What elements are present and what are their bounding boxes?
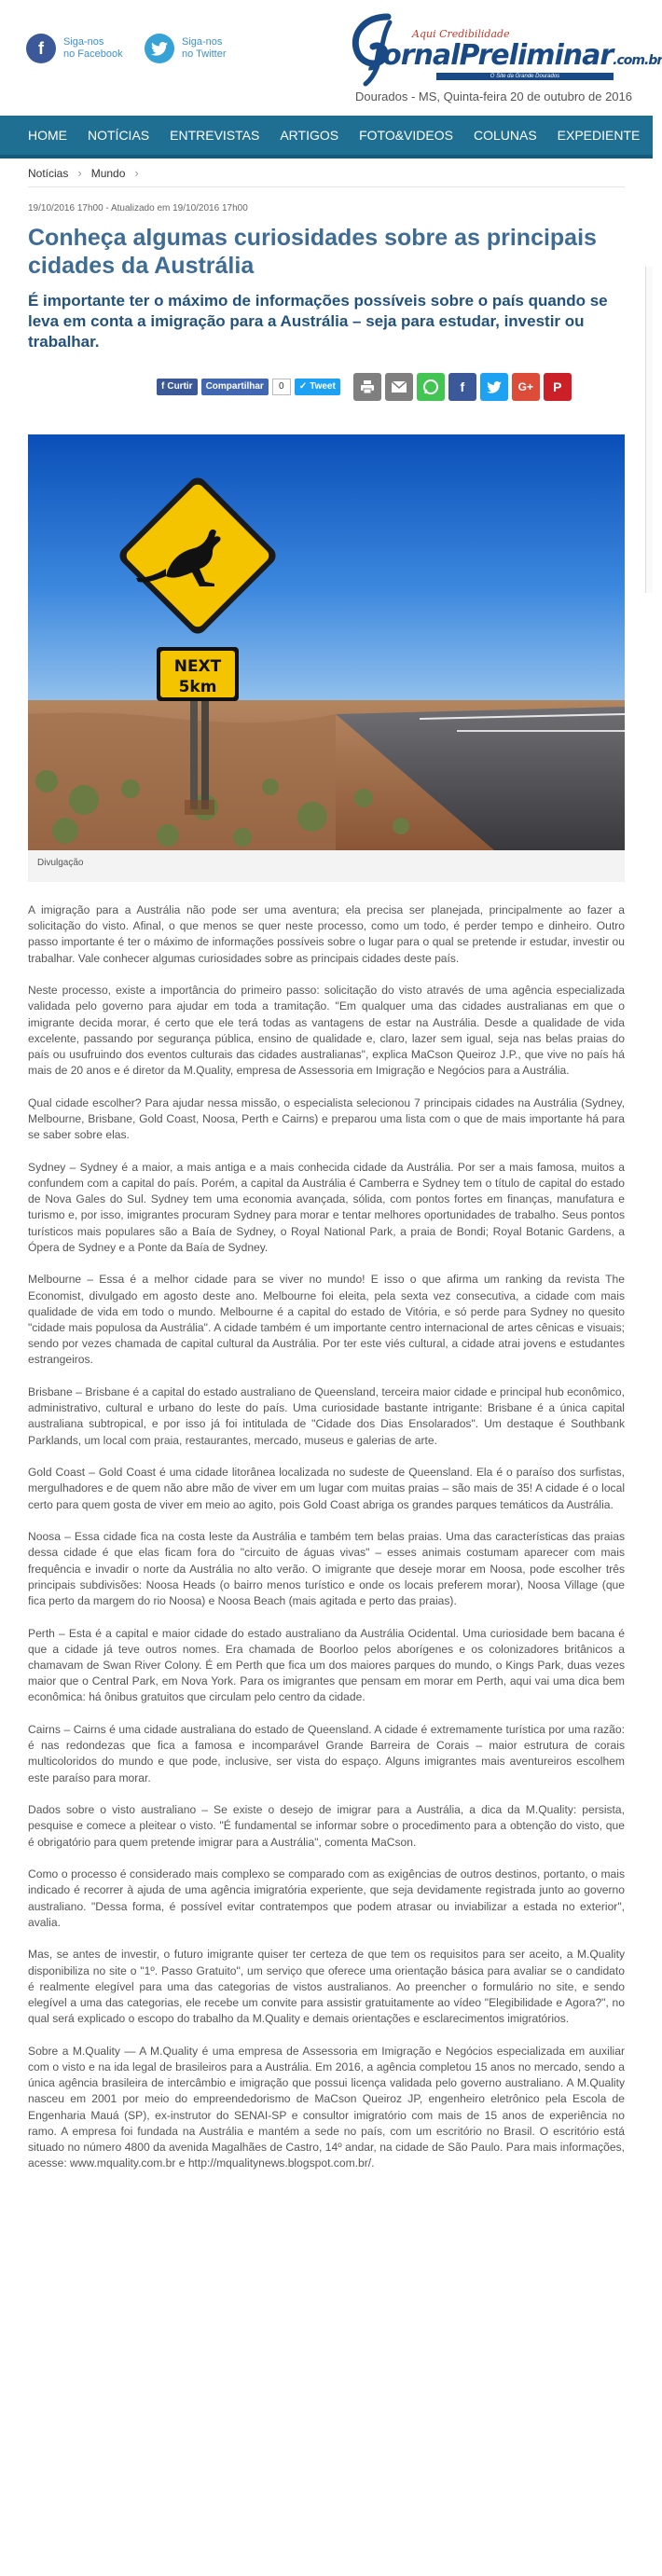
article-paragraph: Sobre a M.Quality — A M.Quality é uma empresa de Assessoria em Imigração e Negócios especializada em auxiliar com o visto e na ida legal de brasileiros para a Austrália. Em 2016, a agência completou 15 anos no mercado, sendo a única agência brasileira de intercâmbio e imigração que possui licença validada pelo governo australiano. A M.Quality nasceu em 2001 por meio do empreendedorismo de MaCson Queiroz JP, engenheiro eletrônico pela Escola de Engenharia Mauá (SP), ex-instrutor do SENAI-SP e consultor imigratório com mais de 15 anos de experiência no ramo. A empresa foi fundada na Austrália e mantém a sede no país, com um escritório no Brasil. O escritório está situado no número 4800 da avenida Magalhães de Castro, 14º andar, na cidade de São Paulo. Para mais informações, acesse: www.mquality.com.br e http://mqualitynews.blogspot.com.br/. bbox=[28, 2044, 625, 2170]
facebook-share-icon[interactable]: f bbox=[448, 373, 476, 401]
facebook-icon: f bbox=[161, 381, 165, 392]
pinterest-icon[interactable]: P bbox=[544, 373, 572, 401]
sign-text-next: NEXT bbox=[173, 657, 222, 676]
article-paragraph: Melbourne – Essa é a melhor cidade para se viver no mundo! E isso o que afirma um ranking da revista The Economist, divulgado em agosto deste ano. Melbourne foi eleita, pela sexta vez consecutiva, a cidade com mais qualidade de vida em todo o mundo. Melbourne é a capital do estado de Vitória, e só perde para Sydney no quesito "cidade mais populosa da Austrália". A cidade também é um importante centro internacional de artes cênicas e visuais; sendo por vezes chamada de capital cultural da Austrália. Por ter este viés cultural, a cidade atrai jovens e estudantes estrangeiros. bbox=[28, 1273, 625, 1367]
article-title: Conheça algumas curiosidades sobre as principais cidades da Austrália bbox=[28, 225, 597, 279]
nav-item-expediente[interactable]: EXPEDIENTE bbox=[557, 128, 641, 143]
photo-caption: Divulgação bbox=[37, 858, 84, 868]
site-header bbox=[0, 0, 662, 114]
breadcrumb bbox=[28, 166, 139, 180]
breadcrumb-noticias[interactable]: Notícias bbox=[28, 166, 69, 180]
article-body bbox=[28, 902, 625, 2188]
article-paragraph: Brisbane – Brisbane é a capital do estado australiano de Queensland, terceira maior cidade e principal hub econômico, administrativo, cultural e urbano do leste do país. Uma curiosidade bastante intrigante: Brisbane é a única capital australiana subtropical, e por isso já foi intitulada de "Cidade dos Dias Ensolarados". Um destaque é Southbank Parklands, um local com praia, restaurantes, mercado, museus e galerias de arte. bbox=[28, 1385, 625, 1447]
twitter-share-icon[interactable] bbox=[480, 373, 508, 401]
email-icon[interactable] bbox=[385, 373, 413, 401]
sign-text-distance: 5km bbox=[178, 678, 217, 696]
print-icon[interactable] bbox=[353, 373, 381, 401]
breadcrumb-divider bbox=[28, 186, 625, 187]
follow-facebook-label: Siga-nos no Facebook bbox=[63, 36, 123, 60]
nav-item-colunas[interactable]: COLUNAS bbox=[473, 128, 537, 143]
article-paragraph: Noosa – Essa cidade fica na costa leste da Austrália e também tem belas praias. Uma das características das praias dessa cidade é que elas ficam fora do "circuito de águas vivas" – esses animais costumam aparecer com mais frequência e invadir o norte da Austrália no alto verão. O imigrante que deseje morar em Noosa, pode escolher três principais subdivisões: Noosa Heads (o bairro menos turístico e onde os locais preferem morar), Noosa Village (que fica perto da margem do rio Noosa) e Noosa Beach (mais agitada e perto das praias). bbox=[28, 1530, 625, 1608]
nav-item-noticias[interactable]: NOTÍCIAS bbox=[88, 128, 150, 143]
follow-twitter-label: Siga-nos no Twitter bbox=[182, 36, 227, 60]
sidebar-edge bbox=[645, 267, 653, 593]
article-paragraph: Gold Coast – Gold Coast é uma cidade litorânea localizada no sudeste de Queensland. Ela é o paraíso dos surfistas, mergulhadores e de quem não abre mão de viver em um lugar com muitas praias – são mais de 35! A cidade é o local certo para quem gosta de viver em meio ao agito, pois Gold Coast abriga os grandes parques temáticos da Austrália. bbox=[28, 1466, 625, 1511]
nav-item-artigos[interactable]: ARTIGOS bbox=[280, 128, 339, 143]
whatsapp-icon[interactable] bbox=[417, 373, 445, 401]
article-paragraph: Qual cidade escolher? Para ajudar nessa missão, o especialista selecionou 7 principais cidades na Austrália (Sydney, Melbourne, Brisbane, Gold Coast, Noosa, Perth e Cairns) e preparou uma lista com o que de mais importante há para se saber sobre elas. bbox=[28, 1095, 625, 1142]
chevron-right-icon: › bbox=[77, 166, 82, 180]
article-paragraph: Neste processo, existe a importância do primeiro passo: solicitação do visto através de uma agência especializada validada pelo governo para ajudar em toda a tramitação. "Em qualquer uma das cidades australianas em que o imigrante decida morar, é certo que ele terá todas as vantagens de estar na Austrália. Desde a qualidade de vida excelente, passando por segurança pública, ensino de qualidade e, claro, lazer sem igual, seja nas belas praias do país ou usufruindo dos eventos culturais das cidades australianas", explica MaCson Queiroz J.P., que vive no país há mais de 20 anos e é diretor da M.Quality, empresa de Assessoria em Imigração e Negócios para a Austrália. bbox=[28, 984, 625, 1078]
article-paragraph: A imigração para a Austrália não pode ser uma aventura; ela precisa ser planejada, principalmente ao fazer a solicitação do visto. Afinal, o que menos se quer neste processo, como um todo, é perder tempo e dinheiro. Outro passo importante é ter o máximo de informações possíveis sobre o lugar para o qual se pretende ir estudar, investir ou trabalhar. Vale conhecer algumas curiosidades sobre as principais cidades deste país. bbox=[28, 903, 625, 965]
site-logo[interactable] bbox=[347, 13, 662, 88]
article-paragraph: Mas, se antes de investir, o futuro imigrante quiser ter certeza de que tem os requisitos para ser aceito, a M.Quality disponibiliza no site o "1º. Passo Gratuito", um serviço que oferece uma orientação básica para avaliar se o candidato é realmente elegível para uma das categorias de vistos australianos. Ao preencher o formulário no site, e sendo elegível a uma das categorias, ele recebe um convite para assistir gratuitamente ao vídeo "Elegibilidade e Agora?", no qual será explicado o escopo do trabalho da M.Quality e demais orientações e esclarecimentos imigratórios. bbox=[28, 1948, 625, 2026]
chevron-right-icon: › bbox=[134, 166, 139, 180]
article-paragraph: Dados sobre o visto australiano – Se existe o desejo de imigrar para a Austrália, a dica da M.Quality: persista, pesquise e comece a pleitear o visto. "É fundamental se informar sobre o procedimento para a obtenção do visto, que é obrigatório para quem pretende imigrar para a Austrália", comenta MaCson. bbox=[28, 1803, 625, 1849]
article-figure bbox=[28, 434, 625, 882]
facebook-like-button[interactable]: f Curtir bbox=[157, 379, 198, 395]
nav-item-entrevistas[interactable]: ENTREVISTAS bbox=[170, 128, 260, 143]
main-nav bbox=[0, 116, 653, 155]
twitter-icon bbox=[145, 34, 174, 63]
nav-item-fotovideos[interactable]: FOTO&VIDEOS bbox=[359, 128, 453, 143]
logo-brand: JornalPreliminar.com.br bbox=[373, 39, 662, 72]
article-paragraph: Perth – Esta é a capital e maior cidade do estado australiano da Austrália Ocidental. Uma curiosidade bem bacana é que a cidade já teve outros nomes. Era chamada de Boorloo pelos aborígenes e os colonizadores britânicos a chamavam de Swan River Colony. É em Perth que fica um dos maiores parques do mundo, o Kings Park, duas vezes maior que o Central Park, em Nova York. Para os imigrantes que pensam em morar em Perth, aqui vai uma dica bem econômica: há ônibus gratuitos que circulam pelo centro da cidade. bbox=[28, 1626, 625, 1704]
current-date: Dourados - MS, Quinta-feira 20 de outubro de 2016 bbox=[354, 90, 632, 103]
nav-divider bbox=[0, 155, 653, 158]
logo-tagline: Aqui Credibilidade bbox=[412, 28, 510, 40]
logo-subtitle: O Site da Grande Dourados bbox=[436, 73, 614, 80]
follow-facebook-link[interactable] bbox=[26, 34, 123, 63]
facebook-icon: f bbox=[26, 34, 56, 63]
article-paragraph: Sydney – Sydney é a maior, a mais antiga e a mais conhecida cidade da Austrália. Por ser a mais famosa, muitos a confundem com a capital do país. Porém, a capital da Austrália é Camberra e Sydney tem o título de capital do estado de Nova Gales do Sul. Sydney tem uma economia avançada, sólida, com pontos fortes em finanças, manufatura e turismo e, por isso, imigrantes procuram Sydney para morar e tentar melhores oportunidades de trabalho. Seus pontos turísticos mais populares são a Baía de Sydney, o Royal National Park, a praia de Bondi; Royal Botanic Gardens, a Ópera de Sydney e a Ponte da Baía de Sydney. bbox=[28, 1160, 625, 1254]
nav-item-home[interactable]: HOME bbox=[28, 128, 67, 143]
article-paragraph: Como o processo é considerado mais complexo se comparado com as exigências de outros destinos, portanto, o mais indicado é recorrer à ajuda de uma agência imigratória experiente, que seja devidamente registrada junto ao governo australiano. "Dessa forma, é possível evitar contratempos que podem atrasar ou inviabilizar a estada no exterior", avalia. bbox=[28, 1867, 625, 1929]
google-plus-icon[interactable]: G+ bbox=[512, 373, 540, 401]
breadcrumb-mundo[interactable]: Mundo bbox=[90, 166, 126, 180]
facebook-share-button[interactable]: Compartilhar bbox=[201, 379, 269, 395]
tweet-button[interactable]: ✓ Tweet bbox=[295, 379, 340, 395]
article-lead: É importante ter o máximo de informações possíveis sobre o país quando se leva em conta a imigração para a Austrália – seja para estudar, investir ou trabalhar. bbox=[28, 292, 608, 351]
article-timestamp: 19/10/2016 17h00 - Atualizado em 19/10/2016 17h00 bbox=[28, 203, 248, 214]
follow-twitter-link[interactable] bbox=[145, 34, 227, 63]
share-bar bbox=[157, 373, 572, 401]
share-count: 0 bbox=[272, 379, 291, 395]
kangaroo-sign-photo bbox=[28, 434, 625, 850]
twitter-icon: ✓ bbox=[298, 381, 308, 392]
article-paragraph: Cairns – Cairns é uma cidade australiana do estado de Queensland. A cidade é extremamente turística por uma razão: é nas redondezas que fica a famosa e incomparável Grande Barreira de Corais – maior estrutura de corais multicoloridos do mundo e que pode, inclusive, ser vista do espaço. Alguns imigrantes mais aventureiros escolhem este paraíso para morar. bbox=[28, 1723, 625, 1784]
